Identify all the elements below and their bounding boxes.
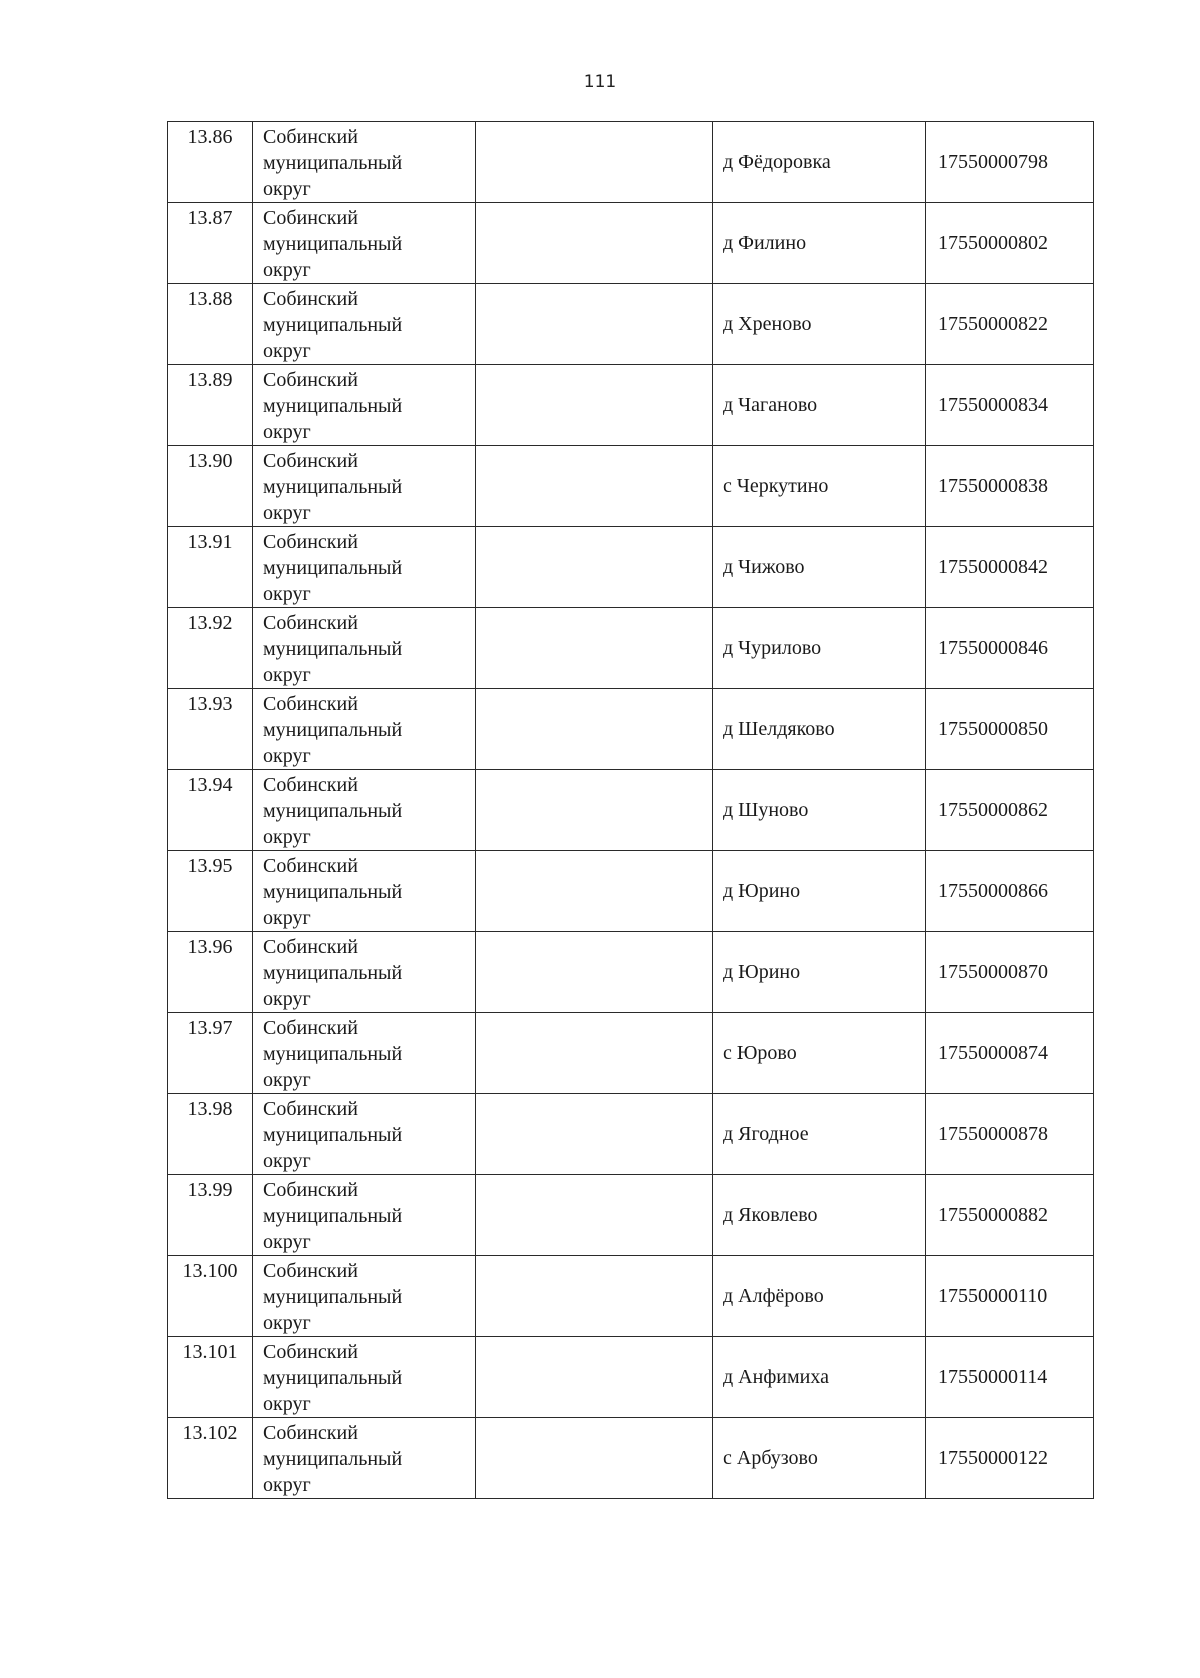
table-body [168, 122, 1094, 1499]
municipality-cell [253, 1256, 476, 1337]
settlement-name: д Шелдяково [713, 689, 926, 770]
empty-cell [476, 122, 713, 203]
oktmo-code: 17550000122 [926, 1418, 1094, 1499]
settlement-name: д Фёдоровка [713, 122, 926, 203]
empty-cell [476, 284, 713, 365]
row-number: 13.96 [168, 932, 253, 1013]
municipality-cell [253, 122, 476, 203]
table-row [168, 1256, 1094, 1337]
municipality-line: Собинский [263, 1260, 358, 1282]
municipality-line: Собинский [263, 612, 358, 634]
table-row [168, 284, 1094, 365]
oktmo-code: 17550000834 [926, 365, 1094, 446]
oktmo-code: 17550000846 [926, 608, 1094, 689]
row-number: 13.102 [168, 1418, 253, 1499]
municipality-line: муниципальный [263, 1124, 403, 1146]
municipality-line: округ [263, 988, 311, 1010]
oktmo-code: 17550000110 [926, 1256, 1094, 1337]
settlement-name: д Алфёрово [713, 1256, 926, 1337]
municipality-line: округ [263, 1069, 311, 1091]
municipality-line: муниципальный [263, 233, 403, 255]
settlement-name: д Юрино [713, 851, 926, 932]
municipality-line: округ [263, 421, 311, 443]
empty-cell [476, 851, 713, 932]
empty-cell [476, 365, 713, 446]
municipality-line: муниципальный [263, 962, 403, 984]
settlement-name: д Шуново [713, 770, 926, 851]
municipality-line: округ [263, 583, 311, 605]
settlement-name: д Яковлево [713, 1175, 926, 1256]
settlement-name: д Хреново [713, 284, 926, 365]
municipality-cell [253, 527, 476, 608]
table-row [168, 122, 1094, 203]
settlement-name: д Анфимиха [713, 1337, 926, 1418]
municipality-line: Собинский [263, 1179, 358, 1201]
empty-cell [476, 770, 713, 851]
row-number: 13.101 [168, 1337, 253, 1418]
settlement-name: д Ягодное [713, 1094, 926, 1175]
empty-cell [476, 1094, 713, 1175]
municipality-line: Собинский [263, 369, 358, 391]
municipality-line: муниципальный [263, 800, 403, 822]
row-number: 13.86 [168, 122, 253, 203]
settlement-name: с Арбузово [713, 1418, 926, 1499]
municipality-line: Собинский [263, 936, 358, 958]
municipality-line: округ [263, 340, 311, 362]
municipality-line: муниципальный [263, 1205, 403, 1227]
table-row [168, 1337, 1094, 1418]
oktmo-code: 17550000850 [926, 689, 1094, 770]
oktmo-code: 17550000842 [926, 527, 1094, 608]
empty-cell [476, 527, 713, 608]
municipality-line: округ [263, 1312, 311, 1334]
row-number: 13.90 [168, 446, 253, 527]
oktmo-code: 17550000870 [926, 932, 1094, 1013]
municipality-line: муниципальный [263, 638, 403, 660]
empty-cell [476, 608, 713, 689]
table-row [168, 1013, 1094, 1094]
municipality-line: Собинский [263, 855, 358, 877]
municipality-cell [253, 851, 476, 932]
municipality-line: муниципальный [263, 557, 403, 579]
municipality-line: муниципальный [263, 1286, 403, 1308]
table-row [168, 203, 1094, 284]
municipality-line: округ [263, 178, 311, 200]
municipality-cell [253, 1013, 476, 1094]
municipality-line: Собинский [263, 693, 358, 715]
municipality-line: округ [263, 1393, 311, 1415]
oktmo-code: 17550000114 [926, 1337, 1094, 1418]
municipality-cell [253, 1418, 476, 1499]
empty-cell [476, 1175, 713, 1256]
settlement-name: д Филино [713, 203, 926, 284]
row-number: 13.94 [168, 770, 253, 851]
municipality-line: округ [263, 664, 311, 686]
row-number: 13.95 [168, 851, 253, 932]
settlement-name: д Юрино [713, 932, 926, 1013]
municipality-cell [253, 770, 476, 851]
municipality-cell [253, 932, 476, 1013]
municipality-cell [253, 1094, 476, 1175]
table-row [168, 1175, 1094, 1256]
municipality-cell [253, 1175, 476, 1256]
municipality-line: Собинский [263, 1422, 358, 1444]
municipality-line: Собинский [263, 531, 358, 553]
table-row [168, 770, 1094, 851]
empty-cell [476, 932, 713, 1013]
empty-cell [476, 1013, 713, 1094]
oktmo-code: 17550000866 [926, 851, 1094, 932]
municipality-line: муниципальный [263, 314, 403, 336]
oktmo-code: 17550000878 [926, 1094, 1094, 1175]
settlement-name: с Юрово [713, 1013, 926, 1094]
municipality-line: муниципальный [263, 395, 403, 417]
empty-cell [476, 1337, 713, 1418]
municipality-line: муниципальный [263, 1043, 403, 1065]
settlement-name: д Чижово [713, 527, 926, 608]
municipality-line: округ [263, 1150, 311, 1172]
oktmo-code: 17550000862 [926, 770, 1094, 851]
municipality-line: округ [263, 502, 311, 524]
row-number: 13.89 [168, 365, 253, 446]
municipality-line: округ [263, 907, 311, 929]
municipality-line: Собинский [263, 207, 358, 229]
municipality-line: Собинский [263, 1098, 358, 1120]
empty-cell [476, 1418, 713, 1499]
table-row [168, 608, 1094, 689]
municipality-cell [253, 1337, 476, 1418]
oktmo-code: 17550000838 [926, 446, 1094, 527]
municipality-line: округ [263, 826, 311, 848]
page-number: 111 [583, 72, 617, 92]
row-number: 13.99 [168, 1175, 253, 1256]
table-row [168, 446, 1094, 527]
municipality-cell [253, 689, 476, 770]
settlement-name: д Чурилово [713, 608, 926, 689]
row-number: 13.91 [168, 527, 253, 608]
row-number: 13.88 [168, 284, 253, 365]
municipality-line: муниципальный [263, 881, 403, 903]
empty-cell [476, 203, 713, 284]
row-number: 13.87 [168, 203, 253, 284]
municipality-line: Собинский [263, 1341, 358, 1363]
table-row [168, 851, 1094, 932]
row-number: 13.92 [168, 608, 253, 689]
oktmo-code: 17550000874 [926, 1013, 1094, 1094]
table-row [168, 1418, 1094, 1499]
municipality-line: муниципальный [263, 152, 403, 174]
municipality-line: округ [263, 259, 311, 281]
row-number: 13.98 [168, 1094, 253, 1175]
municipality-line: муниципальный [263, 719, 403, 741]
table-row [168, 1094, 1094, 1175]
table-row [168, 527, 1094, 608]
municipality-line: Собинский [263, 1017, 358, 1039]
settlement-name: д Чаганово [713, 365, 926, 446]
municipality-cell [253, 203, 476, 284]
row-number: 13.97 [168, 1013, 253, 1094]
municipality-line: Собинский [263, 126, 358, 148]
empty-cell [476, 689, 713, 770]
oktmo-code: 17550000882 [926, 1175, 1094, 1256]
municipality-cell [253, 608, 476, 689]
settlement-name: с Черкутино [713, 446, 926, 527]
municipality-line: Собинский [263, 774, 358, 796]
municipality-cell [253, 446, 476, 527]
municipality-line: муниципальный [263, 1367, 403, 1389]
municipality-line: Собинский [263, 450, 358, 472]
municipality-line: Собинский [263, 288, 358, 310]
settlements-table [167, 121, 1094, 1499]
municipality-line: муниципальный [263, 1448, 403, 1470]
empty-cell [476, 446, 713, 527]
municipality-cell [253, 365, 476, 446]
municipality-line: округ [263, 745, 311, 767]
empty-cell [476, 1256, 713, 1337]
oktmo-code: 17550000822 [926, 284, 1094, 365]
oktmo-code: 17550000798 [926, 122, 1094, 203]
table-row [168, 932, 1094, 1013]
municipality-line: муниципальный [263, 476, 403, 498]
oktmo-code: 17550000802 [926, 203, 1094, 284]
row-number: 13.100 [168, 1256, 253, 1337]
municipality-cell [253, 284, 476, 365]
row-number: 13.93 [168, 689, 253, 770]
table-row [168, 365, 1094, 446]
municipality-line: округ [263, 1474, 311, 1496]
table-row [168, 689, 1094, 770]
municipality-line: округ [263, 1231, 311, 1253]
